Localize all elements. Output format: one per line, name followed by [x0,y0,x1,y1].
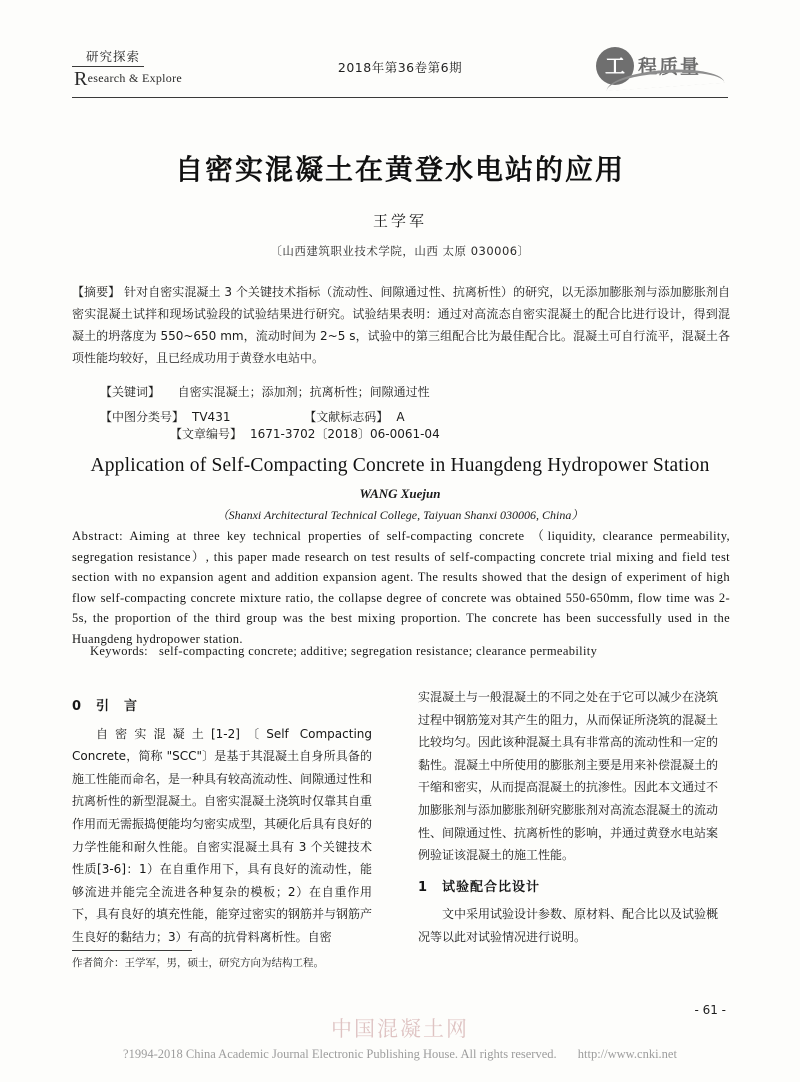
keywords-cn [100,383,730,400]
section-1-number: 1 [418,879,429,895]
doc-label: 【文献标志码】 [304,410,389,424]
page-title-en: Application of Self-Compacting Concrete in Huangdeng Hydropower Station [90,455,710,476]
affiliation-cn: 〔山西建筑职业技术学院，山西 太原 030006〕 [270,244,530,258]
doc-value: A [396,410,405,424]
doc-segment [304,408,404,425]
paragraph-left-1: 自密实混凝土[1-2]〔Self Compacting Concrete，简称 "SCC"〕是基于其混凝土自身所具备的施工性能而命名，是一种具有较高流动性、间隙通过性和抗离析性的新型混凝土。自密实混凝土浇筑时仅靠其自重作用而无需振捣便能均匀密实成型，其硬化后具有良好的力学性能和耐久性能。自密实混凝土具有 3 个关键技术性质[3-6]：1）在自重作用下，具有良好的流动性，能够流进并能完全流进各种复杂的模板；2）在自重作用下，具有良好的填充性能，能穿过密实的钢筋并与钢筋产生良好的黏结力；3）有高的抗骨料离析性。自密 [72,726,373,944]
meta-line [100,408,730,442]
footnote-divider [72,950,192,951]
section-0-title: 引 言 [96,699,139,714]
article-segment [170,425,440,442]
abstract-cn [72,281,730,369]
keywords-cn-label: 【关键词】 [100,385,161,399]
copyright-text: ?1994-2018 China Academic Journal Electronic Publishing House. All rights reserved. [123,1047,557,1061]
header-divider [72,97,728,98]
section-heading-0 [72,696,372,719]
author-footnote: 作者简介：王学军，男，硕士，研究方向为结构工程。 [72,957,324,969]
author-cn: 王学军 [372,212,427,230]
keywords-en-label: Keywords: [90,644,149,658]
abstract-cn-label: 【摘要】 [72,285,121,299]
copyright-line [0,1047,800,1062]
page-header [72,48,728,104]
article-value: 1671-3702〔2018〕06-0061-04 [250,427,440,441]
abstract-en [72,526,730,649]
logo-glyph-icon: 工 [596,47,634,85]
clc-value: TV431 [192,410,231,424]
section-0-number: 0 [72,699,83,714]
section-1-title: 试验配合比设计 [442,879,541,895]
paragraph-right-1: 实混凝土与一般混凝土的不同之处在于它可以减少在浇筑过程中钢筋笼对其产生的阻力，从而保证所浇筑的混凝土比较均匀。因此该种混凝土具有非常高的流动性和一定的黏性。混凝土中所使用的膨胀剂主要是用来补偿混凝土的干缩和密实，从而提高混凝土的抗渗性。因此本文通过不加膨胀剂与添加膨胀剂研究膨胀剂对高流态混凝土的流动性、间隙通过性、抗离析性的影响，并通过黄登水电站案例验证该混凝土的施工性能。 [418,690,719,863]
abstract-cn-text: 针对自密实混凝土 3 个关键技术指标（流动性、间隙通过性、抗离析性）的研究，以无添加膨胀剂与添加膨胀剂自密实混凝土试拌和现场试验段的试验结果进行研究。试验结果表明：通过对高流态自密实混凝土的配合比进行设计，得到混凝土的坍落度为 550~650 mm，流动时间为 2~5 s，试验中的第三组配合比为最佳配合比。混凝土可自行流平，混凝土各项性能均较好，且已经成功用于黄登水电站中。 [72,285,730,365]
body-column-right [418,686,718,949]
section-heading-1 [418,877,718,900]
copyright-url: http://www.cnki.net [577,1047,677,1061]
article-label: 【文章编号】 [170,427,243,441]
page-title: 自密实混凝土在黄登水电站的应用 [174,153,625,186]
keywords-en [90,644,730,659]
page-number: - 61 - [694,1003,726,1017]
keywords-cn-text: 自密实混凝土；添加剂；抗离析性；间隙通过性 [177,385,430,399]
keywords-en-text: self-compacting concrete; additive; segregation resistance; clearance permeability [158,644,598,658]
journal-mark-cn: 研究探索 [72,49,144,67]
logo-text: 程质量 [638,56,702,78]
paragraph-right-2: 文中采用试验设计参数、原材料、配合比以及试验概况等以此对试验情况进行说明。 [418,907,719,944]
body-column-left [72,686,372,949]
issue-line: 2018年第36卷第6期 [337,60,463,75]
abstract-en-label: Abstract: [72,529,124,543]
watermark: 中国混凝土网 [331,1017,469,1041]
journal-mark-en-rest: esearch & Explore [87,71,183,85]
affiliation-en: （Shanxi Architectural Technical College, Taiyuan Shanxi 030006, China） [216,508,584,522]
clc-segment [100,408,230,425]
author-en: WANG Xuejun [359,486,441,501]
dropcap-r: R [74,68,88,90]
journal-logo [596,44,728,90]
clc-label: 【中图分类号】 [100,410,185,424]
abstract-en-text: Aiming at three key technical properties of self-compacting concrete （liquidity, clearance permeability, segregation resistance）, this paper made research on test results of self-compacting concrete trial mixing and field test section with no expansion agent and addition expansion agent. The results showed that the design of experiment of high flow self-compacting concrete mixture ratio, the collapse degree of concrete was obtained 550-650mm, flow time was 2-5s, the proportion of the third group was the best mixing proportion. The concrete has been successfully used in the Huangdeng hydropower station. [72,529,730,646]
